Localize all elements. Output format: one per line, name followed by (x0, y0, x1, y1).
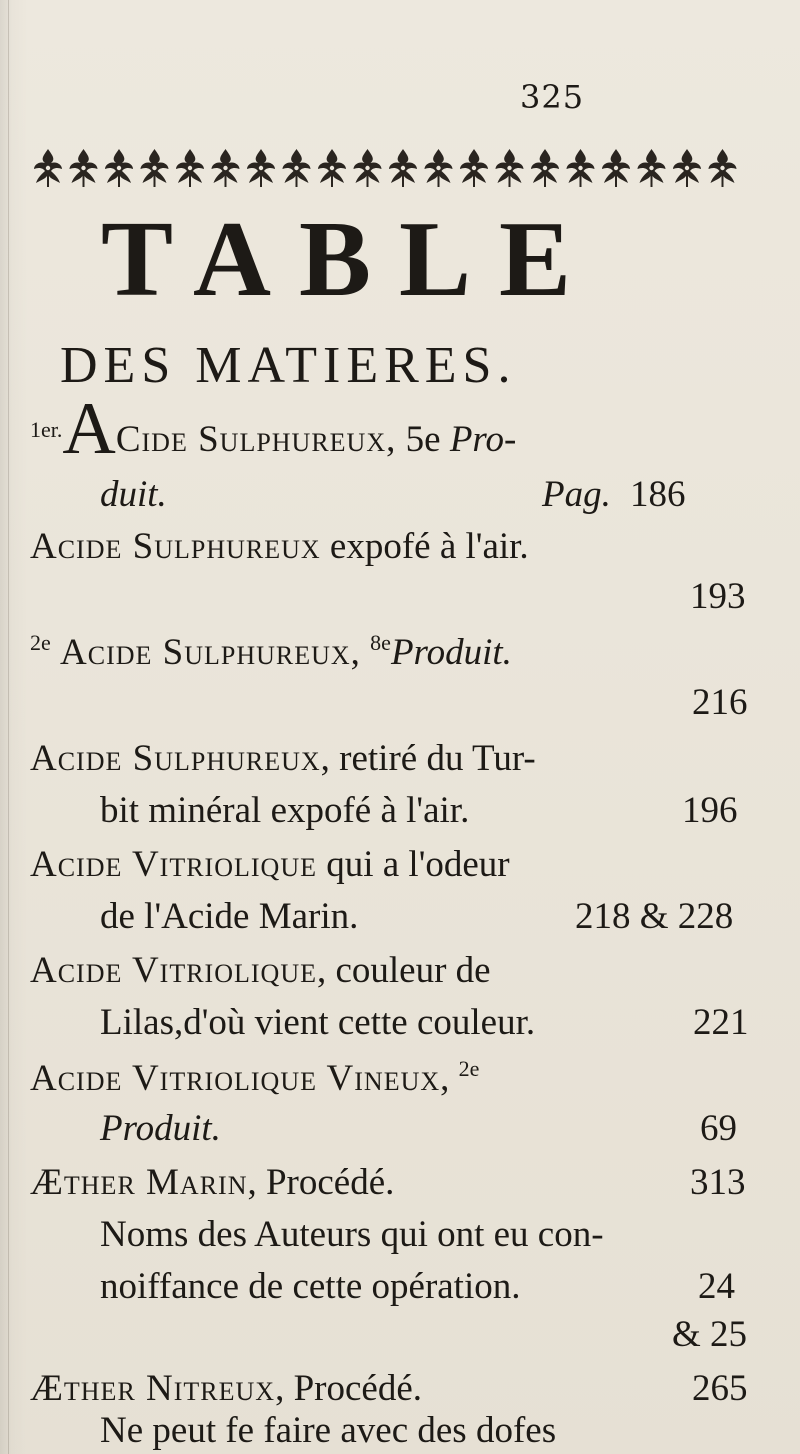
fleuron-icon (460, 149, 488, 187)
ordinal: 1er. (30, 417, 63, 442)
page-reference: 216 (692, 682, 748, 723)
page-reference: 24 (698, 1266, 735, 1307)
page-reference: 69 (700, 1108, 737, 1149)
index-entry-line (100, 1004, 535, 1041)
entry-heading: Acide Vitriolique Vineux (30, 1058, 441, 1099)
entry-text: , Procédé. (247, 1162, 395, 1203)
entry-text: qui a l'odeur (326, 844, 510, 885)
fleuron-icon (212, 149, 240, 187)
fleuron-icon (70, 149, 98, 187)
entry-heading: Acide Sulphureux (30, 526, 321, 567)
entry-text: Pro- (449, 419, 517, 460)
entry-text: de l'Acide Marin. (100, 896, 359, 937)
index-entry-line (100, 792, 469, 829)
fleuron-icon (425, 149, 453, 187)
page-title: TABLE (100, 200, 600, 319)
ordinal: 2e (458, 1056, 480, 1081)
fleuron-icon (709, 149, 737, 187)
fleuron-icon (531, 149, 559, 187)
fleuron-icon (389, 149, 417, 187)
page-reference: 265 (692, 1368, 748, 1409)
page-subtitle: DES MATIERES. (60, 337, 517, 394)
index-entry-line (30, 632, 512, 671)
fleuron-icon (354, 149, 382, 187)
index-entry-line (30, 740, 536, 777)
index-entry-line (100, 1412, 556, 1449)
fleuron-row-icon (30, 142, 770, 200)
page-reference: 196 (682, 790, 738, 831)
page-reference: 218 & 228 (575, 896, 734, 937)
fleuron-icon (318, 149, 346, 187)
fleuron-icon (34, 149, 62, 187)
fleuron-icon (496, 149, 524, 187)
entry-text: , retiré du Tur- (320, 738, 536, 779)
page-reference: 313 (690, 1162, 746, 1203)
page-reference: 186 (630, 474, 686, 515)
entry-text: , (440, 1058, 450, 1099)
drop-initial: A (62, 388, 116, 470)
index-entry-line (30, 528, 529, 565)
index-entry-line (100, 898, 358, 935)
entry-heading: Acide Vitriolique (30, 950, 317, 991)
index-entry-line (100, 1216, 604, 1253)
entry-text: expofé à l'air. (329, 526, 529, 567)
page-number: 325 (520, 78, 585, 116)
entry-heading: Æther Marin (30, 1162, 248, 1203)
entry-text: Produit. (100, 1108, 221, 1149)
page-label: Pag. (542, 474, 611, 515)
fleuron-icon (673, 149, 701, 187)
page-reference-label (542, 476, 611, 513)
fleuron-icon (247, 149, 275, 187)
entry-text: Ne peut fe faire avec des dofes (100, 1410, 557, 1451)
page-reference: 221 (693, 1002, 749, 1043)
fleuron-icon (141, 149, 169, 187)
ornament-band (30, 142, 770, 200)
entry-text: noiffance de cette opération. (100, 1266, 521, 1307)
fleuron-icon (638, 149, 666, 187)
page-reference: & 25 (672, 1314, 748, 1355)
entry-heading: Æther Nitreux (30, 1368, 276, 1409)
entry-text: , Procédé. (275, 1368, 422, 1409)
index-entry-line (100, 1268, 521, 1305)
index-entry-line (30, 846, 510, 883)
index-entry-line (100, 476, 167, 513)
entry-text: bit minéral expofé à l'air. (100, 790, 470, 831)
ordinal: 2e (30, 630, 51, 655)
fleuron-icon (602, 149, 630, 187)
fleuron-icon (567, 149, 595, 187)
entry-text: Lilas,d'où vient cette couleur. (100, 1002, 536, 1043)
index-entry-line (30, 1164, 394, 1201)
page-reference: 193 (690, 576, 746, 617)
entry-text: Produit. (390, 632, 512, 673)
entry-heading: Acide Sulphureux (30, 738, 321, 779)
entry-heading: Acide Sulphureux, (60, 632, 361, 673)
fleuron-icon (283, 149, 311, 187)
fleuron-icon (176, 149, 204, 187)
entry-text: , couleur de (316, 950, 491, 991)
index-entry-line (30, 388, 517, 470)
index-entry-line (100, 1110, 221, 1147)
entry-text: duit. (100, 474, 167, 515)
index-entry-line (30, 1370, 422, 1407)
ordinal: 8e (370, 630, 391, 655)
index-entry-line (30, 1058, 479, 1097)
fleuron-icon (105, 149, 133, 187)
entry-text: Noms des Auteurs qui ont eu con- (100, 1214, 604, 1255)
entry-heading: Cide Sulphureux, (115, 419, 397, 460)
entry-heading: Acide Vitriolique (30, 844, 317, 885)
index-entry-line (30, 952, 491, 989)
ordinal: 5e (405, 419, 441, 460)
